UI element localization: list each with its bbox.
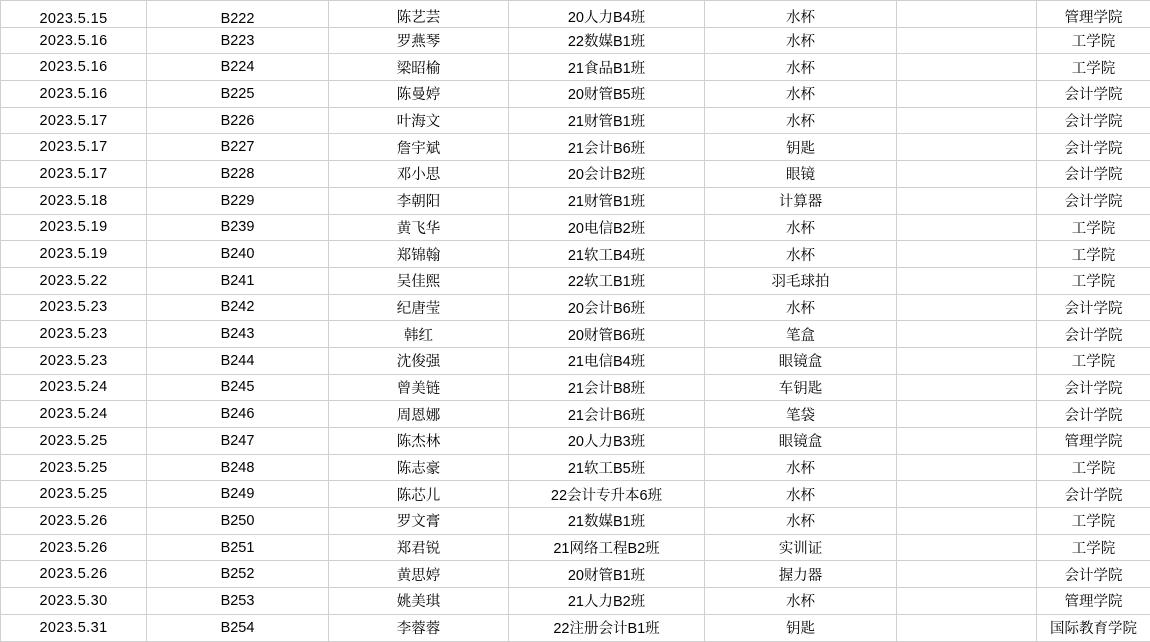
cell-id[interactable]: B226: [147, 107, 329, 134]
cell-date[interactable]: 2023.5.25: [1, 428, 147, 455]
cell-class[interactable]: 21会计B6班: [509, 134, 705, 161]
cell-date[interactable]: 2023.5.30: [1, 588, 147, 615]
cell-class[interactable]: 22数媒B1班: [509, 27, 705, 54]
cell-item[interactable]: 水杯: [705, 1, 897, 28]
table-row[interactable]: [1, 561, 1150, 588]
cell-item[interactable]: 握力器: [705, 561, 897, 588]
cell-class[interactable]: 20会计B2班: [509, 161, 705, 188]
cell-item[interactable]: 实训证: [705, 534, 897, 561]
table-row[interactable]: [1, 428, 1150, 455]
cell-name[interactable]: 陈艺芸: [329, 1, 509, 28]
cell-name[interactable]: 郑君锐: [329, 534, 509, 561]
cell-class[interactable]: 21人力B2班: [509, 588, 705, 615]
table-row[interactable]: [1, 134, 1150, 161]
table-row[interactable]: [1, 508, 1150, 535]
cell-id[interactable]: B239: [147, 214, 329, 241]
cell-date[interactable]: 2023.5.18: [1, 187, 147, 214]
cell-date[interactable]: 2023.5.23: [1, 347, 147, 374]
cell-class[interactable]: 21财管B1班: [509, 107, 705, 134]
cell-date[interactable]: 2023.5.23: [1, 321, 147, 348]
cell-class[interactable]: 21软工B4班: [509, 241, 705, 268]
cell-class[interactable]: 20财管B6班: [509, 321, 705, 348]
cell-class[interactable]: 22注册会计B1班: [509, 614, 705, 641]
cell-item[interactable]: 水杯: [705, 214, 897, 241]
cell-blank[interactable]: [897, 214, 1037, 241]
cell-item[interactable]: 笔盒: [705, 321, 897, 348]
cell-date[interactable]: 2023.5.25: [1, 454, 147, 481]
cell-class[interactable]: 22会计专升本6班: [509, 481, 705, 508]
table-row[interactable]: [1, 161, 1150, 188]
cell-id[interactable]: B223: [147, 27, 329, 54]
cell-college[interactable]: 会计学院: [1037, 187, 1150, 214]
cell-class[interactable]: 21电信B4班: [509, 347, 705, 374]
cell-college[interactable]: 会计学院: [1037, 107, 1150, 134]
cell-college[interactable]: 会计学院: [1037, 561, 1150, 588]
cell-date[interactable]: 2023.5.17: [1, 107, 147, 134]
cell-class[interactable]: 20财管B5班: [509, 81, 705, 108]
cell-id[interactable]: B225: [147, 81, 329, 108]
cell-name[interactable]: 沈俊强: [329, 347, 509, 374]
cell-date[interactable]: 2023.5.16: [1, 27, 147, 54]
cell-college[interactable]: 会计学院: [1037, 321, 1150, 348]
table-body: [1, 1, 1150, 642]
cell-class[interactable]: 21会计B8班: [509, 374, 705, 401]
cell-id[interactable]: B247: [147, 428, 329, 455]
cell-date[interactable]: 2023.5.16: [1, 81, 147, 108]
cell-class[interactable]: 20人力B3班: [509, 428, 705, 455]
cell-name[interactable]: 黄飞华: [329, 214, 509, 241]
cell-item[interactable]: 计算器: [705, 187, 897, 214]
table-row[interactable]: [1, 187, 1150, 214]
cell-blank[interactable]: [897, 161, 1037, 188]
cell-blank[interactable]: [897, 561, 1037, 588]
cell-college[interactable]: 会计学院: [1037, 294, 1150, 321]
cell-college[interactable]: 会计学院: [1037, 481, 1150, 508]
cell-item[interactable]: 水杯: [705, 588, 897, 615]
cell-id[interactable]: B253: [147, 588, 329, 615]
cell-college[interactable]: 工学院: [1037, 454, 1150, 481]
table-row[interactable]: [1, 54, 1150, 81]
table-row[interactable]: [1, 107, 1150, 134]
cell-college[interactable]: 工学院: [1037, 214, 1150, 241]
cell-college[interactable]: 会计学院: [1037, 81, 1150, 108]
table-row[interactable]: [1, 534, 1150, 561]
cell-id[interactable]: B254: [147, 614, 329, 641]
cell-class[interactable]: 21数媒B1班: [509, 508, 705, 535]
cell-item[interactable]: 眼镜: [705, 161, 897, 188]
cell-id[interactable]: B251: [147, 534, 329, 561]
cell-college[interactable]: 会计学院: [1037, 374, 1150, 401]
cell-item[interactable]: 水杯: [705, 508, 897, 535]
table-row[interactable]: [1, 267, 1150, 294]
cell-blank[interactable]: [897, 134, 1037, 161]
cell-class[interactable]: 21软工B5班: [509, 454, 705, 481]
table-row[interactable]: [1, 27, 1150, 54]
cell-name[interactable]: 陈杰林: [329, 428, 509, 455]
cell-item[interactable]: 笔袋: [705, 401, 897, 428]
cell-name[interactable]: 曾美链: [329, 374, 509, 401]
cell-date[interactable]: 2023.5.31: [1, 614, 147, 641]
cell-id[interactable]: B227: [147, 134, 329, 161]
cell-blank[interactable]: [897, 267, 1037, 294]
cell-college[interactable]: 会计学院: [1037, 401, 1150, 428]
table-row[interactable]: [1, 214, 1150, 241]
cell-college[interactable]: 会计学院: [1037, 134, 1150, 161]
cell-college[interactable]: 工学院: [1037, 347, 1150, 374]
cell-college[interactable]: 工学院: [1037, 534, 1150, 561]
cell-date[interactable]: 2023.5.17: [1, 134, 147, 161]
cell-id[interactable]: B252: [147, 561, 329, 588]
cell-date[interactable]: 2023.5.22: [1, 267, 147, 294]
cell-date[interactable]: 2023.5.24: [1, 401, 147, 428]
cell-item[interactable]: 水杯: [705, 107, 897, 134]
cell-college[interactable]: 工学院: [1037, 267, 1150, 294]
table-row[interactable]: [1, 294, 1150, 321]
cell-id[interactable]: B246: [147, 401, 329, 428]
cell-class[interactable]: 21会计B6班: [509, 401, 705, 428]
cell-name[interactable]: 姚美琪: [329, 588, 509, 615]
table-row[interactable]: [1, 321, 1150, 348]
cell-blank[interactable]: [897, 481, 1037, 508]
cell-item[interactable]: 水杯: [705, 54, 897, 81]
cell-name[interactable]: 梁昭榆: [329, 54, 509, 81]
cell-date[interactable]: 2023.5.16: [1, 54, 147, 81]
cell-college[interactable]: 管理学院: [1037, 588, 1150, 615]
cell-id[interactable]: B240: [147, 241, 329, 268]
cell-id[interactable]: B243: [147, 321, 329, 348]
cell-blank[interactable]: [897, 241, 1037, 268]
table-row[interactable]: [1, 401, 1150, 428]
cell-name[interactable]: 陈曼婷: [329, 81, 509, 108]
table-row[interactable]: [1, 374, 1150, 401]
cell-item[interactable]: 水杯: [705, 241, 897, 268]
table-row[interactable]: [1, 454, 1150, 481]
cell-item[interactable]: 水杯: [705, 294, 897, 321]
cell-blank[interactable]: [897, 107, 1037, 134]
cell-blank[interactable]: [897, 1, 1037, 28]
cell-class[interactable]: 22软工B1班: [509, 267, 705, 294]
cell-college[interactable]: 工学院: [1037, 54, 1150, 81]
cell-id[interactable]: B224: [147, 54, 329, 81]
table-row[interactable]: [1, 241, 1150, 268]
cell-item[interactable]: 车钥匙: [705, 374, 897, 401]
cell-blank[interactable]: [897, 347, 1037, 374]
cell-item[interactable]: 羽毛球拍: [705, 267, 897, 294]
cell-blank[interactable]: [897, 54, 1037, 81]
cell-item[interactable]: 水杯: [705, 27, 897, 54]
cell-item[interactable]: 水杯: [705, 454, 897, 481]
cell-id[interactable]: B241: [147, 267, 329, 294]
cell-name[interactable]: 詹宇斌: [329, 134, 509, 161]
cell-blank[interactable]: [897, 614, 1037, 641]
table-row[interactable]: [1, 481, 1150, 508]
cell-name[interactable]: 罗燕琴: [329, 27, 509, 54]
table-row[interactable]: [1, 81, 1150, 108]
cell-college[interactable]: 工学院: [1037, 27, 1150, 54]
cell-date[interactable]: 2023.5.17: [1, 161, 147, 188]
cell-college[interactable]: 工学院: [1037, 241, 1150, 268]
cell-name[interactable]: 周恩娜: [329, 401, 509, 428]
cell-date[interactable]: 2023.5.26: [1, 534, 147, 561]
cell-blank[interactable]: [897, 81, 1037, 108]
table-row[interactable]: [1, 1, 1150, 28]
cell-name[interactable]: 吴佳熙: [329, 267, 509, 294]
cell-id[interactable]: B250: [147, 508, 329, 535]
cell-date[interactable]: 2023.5.24: [1, 374, 147, 401]
cell-blank[interactable]: [897, 294, 1037, 321]
cell-name[interactable]: 李朝阳: [329, 187, 509, 214]
cell-name[interactable]: 陈芯儿: [329, 481, 509, 508]
cell-date[interactable]: 2023.5.26: [1, 561, 147, 588]
cell-class[interactable]: 21食品B1班: [509, 54, 705, 81]
cell-id[interactable]: B245: [147, 374, 329, 401]
cell-item[interactable]: 钥匙: [705, 614, 897, 641]
cell-blank[interactable]: [897, 374, 1037, 401]
cell-blank[interactable]: [897, 27, 1037, 54]
cell-item[interactable]: 钥匙: [705, 134, 897, 161]
cell-name[interactable]: 叶海文: [329, 107, 509, 134]
cell-date[interactable]: 2023.5.15: [1, 1, 147, 28]
cell-college[interactable]: 管理学院: [1037, 428, 1150, 455]
cell-id[interactable]: B244: [147, 347, 329, 374]
cell-name[interactable]: 韩红: [329, 321, 509, 348]
table-row[interactable]: [1, 347, 1150, 374]
cell-blank[interactable]: [897, 321, 1037, 348]
cell-name[interactable]: 罗文膏: [329, 508, 509, 535]
cell-date[interactable]: 2023.5.23: [1, 294, 147, 321]
cell-blank[interactable]: [897, 508, 1037, 535]
cell-class[interactable]: 20人力B4班: [509, 1, 705, 28]
cell-name[interactable]: 郑锦翰: [329, 241, 509, 268]
cell-item[interactable]: 水杯: [705, 81, 897, 108]
table-row[interactable]: [1, 588, 1150, 615]
cell-college[interactable]: 管理学院: [1037, 1, 1150, 28]
cell-name[interactable]: 邓小思: [329, 161, 509, 188]
cell-class[interactable]: 21财管B1班: [509, 187, 705, 214]
cell-name[interactable]: 黄思婷: [329, 561, 509, 588]
cell-blank[interactable]: [897, 588, 1037, 615]
cell-item[interactable]: 眼镜盒: [705, 428, 897, 455]
cell-college[interactable]: 国际教育学院: [1037, 614, 1150, 641]
cell-blank[interactable]: [897, 187, 1037, 214]
cell-college[interactable]: 会计学院: [1037, 161, 1150, 188]
cell-college[interactable]: 工学院: [1037, 508, 1150, 535]
cell-blank[interactable]: [897, 534, 1037, 561]
cell-id[interactable]: B222: [147, 1, 329, 28]
cell-item[interactable]: 水杯: [705, 481, 897, 508]
cell-id[interactable]: B248: [147, 454, 329, 481]
cell-class[interactable]: 20电信B2班: [509, 214, 705, 241]
cell-blank[interactable]: [897, 428, 1037, 455]
cell-name[interactable]: 陈志豪: [329, 454, 509, 481]
cell-date[interactable]: 2023.5.19: [1, 214, 147, 241]
cell-class[interactable]: 20财管B1班: [509, 561, 705, 588]
table-row[interactable]: [1, 614, 1150, 641]
cell-blank[interactable]: [897, 454, 1037, 481]
cell-name[interactable]: 李蓉蓉: [329, 614, 509, 641]
cell-id[interactable]: B229: [147, 187, 329, 214]
cell-id[interactable]: B228: [147, 161, 329, 188]
cell-date[interactable]: 2023.5.26: [1, 508, 147, 535]
cell-blank[interactable]: [897, 401, 1037, 428]
cell-id[interactable]: B249: [147, 481, 329, 508]
cell-class[interactable]: 20会计B6班: [509, 294, 705, 321]
cell-item[interactable]: 眼镜盒: [705, 347, 897, 374]
cell-date[interactable]: 2023.5.25: [1, 481, 147, 508]
cell-name[interactable]: 纪唐莹: [329, 294, 509, 321]
cell-id[interactable]: B242: [147, 294, 329, 321]
cell-class[interactable]: 21网络工程B2班: [509, 534, 705, 561]
cell-date[interactable]: 2023.5.19: [1, 241, 147, 268]
